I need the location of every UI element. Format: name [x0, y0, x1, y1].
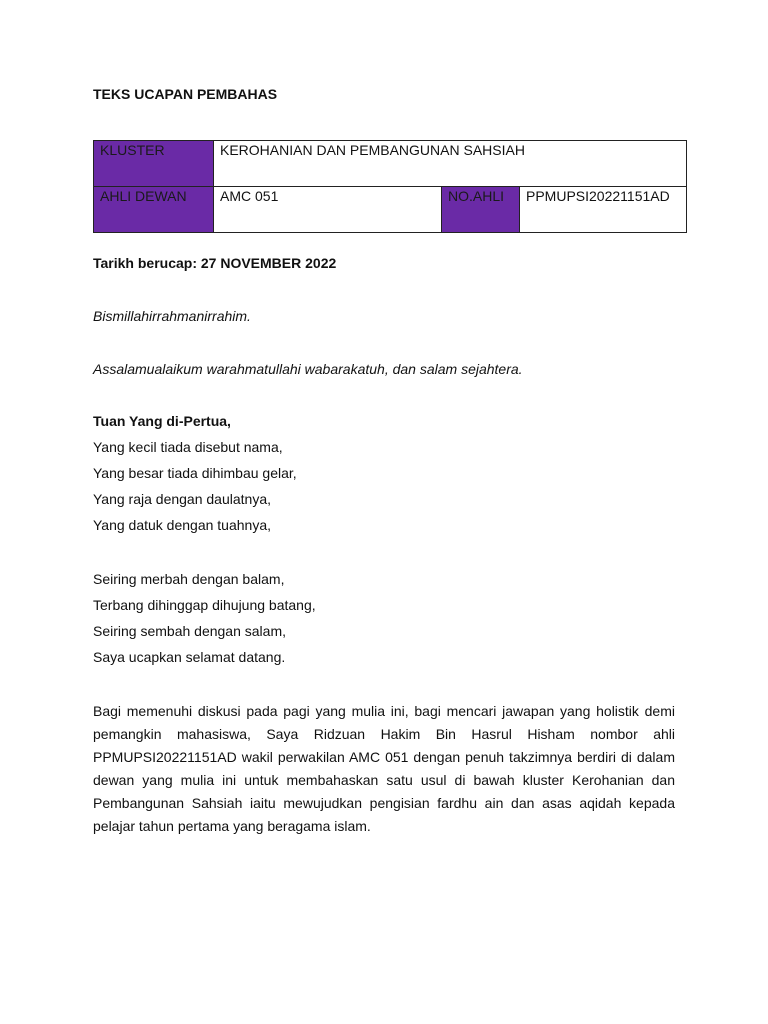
- table-row-kluster: [94, 141, 687, 187]
- info-table: [93, 140, 687, 233]
- stanza-line: Seiring merbah dengan balam,: [93, 571, 285, 587]
- no-ahli-label: NO.AHLI: [442, 187, 520, 233]
- stanza-line: Seiring sembah dengan salam,: [93, 623, 287, 639]
- stanza-line: Yang datuk dengan tuahnya,: [93, 517, 272, 533]
- stanza-one: [93, 408, 683, 538]
- stanza-line: Yang kecil tiada disebut nama,: [93, 439, 283, 455]
- stanza-line: Yang besar tiada dihimbau gelar,: [93, 465, 297, 481]
- greeting-line: Assalamualaikum warahmatullahi wabarakatuh, dan salam sejahtera.: [93, 361, 523, 377]
- bismillah-line: Bismillahirrahmanirrahim.: [93, 308, 251, 324]
- stanza-line: Saya ucapkan selamat datang.: [93, 649, 286, 665]
- ahli-dewan-value: AMC 051: [214, 187, 442, 233]
- ahli-dewan-label: AHLI DEWAN: [94, 187, 214, 233]
- body-paragraph: Bagi memenuhi diskusi pada pagi yang mulia ini, bagi mencari jawapan yang holistik demi pemangkin mahasiswa, Saya Ridzuan Hakim Bin Hasrul Hisham nombor ahli PPMUPSI20221151AD wakil perwakilan AMC 051 dengan penuh takzimnya berdiri di dalam dewan yang mulia ini untuk membahaskan satu usul di bawah kluster Kerohanian dan Pembangunan Sahsiah iaitu mewujudkan pengisian fardhu ain dan asas aqidah kepada pelajar tahun pertama yang beragama islam.: [93, 703, 675, 834]
- table-row-ahli: [94, 187, 687, 233]
- speech-date: Tarikh berucap: 27 NOVEMBER 2022: [93, 255, 337, 271]
- stanza-line: Terbang dihinggap dihujung batang,: [93, 597, 316, 613]
- address-line: Tuan Yang di-Pertua,: [93, 413, 231, 429]
- kluster-value: KEROHANIAN DAN PEMBANGUNAN SAHSIAH: [214, 141, 687, 187]
- no-ahli-value: PPMUPSI20221151AD: [520, 187, 687, 233]
- document-title: TEKS UCAPAN PEMBAHAS: [93, 86, 278, 102]
- stanza-line: Yang raja dengan daulatnya,: [93, 491, 271, 507]
- kluster-label: KLUSTER: [94, 141, 214, 187]
- stanza-two: [93, 566, 683, 670]
